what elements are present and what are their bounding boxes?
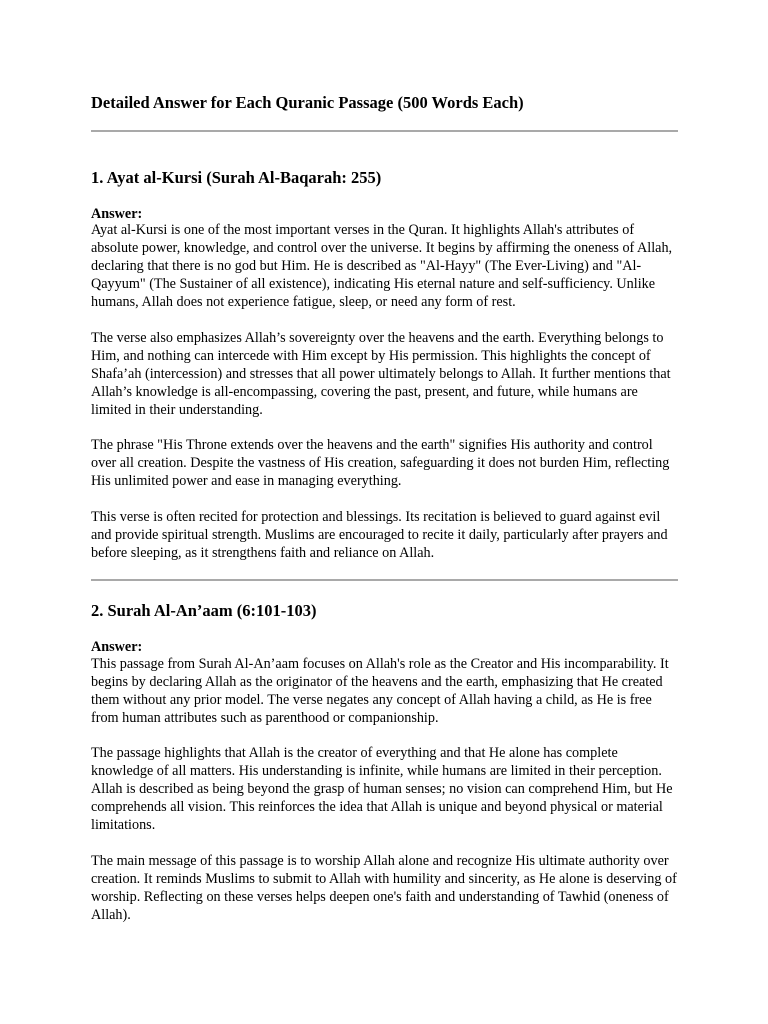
answer-label: Answer: (91, 206, 143, 222)
document-title: Detailed Answer for Each Quranic Passage (500 Words Each) (91, 93, 524, 112)
paragraph: This verse is often recited for protection and blessings. Its recitation is believed to guard against evil and provide spiritual strength. Muslims are encouraged to recite it daily, particularly after prayers and before sleeping, as it strengthens faith and reliance on Allah. (91, 509, 668, 561)
paragraph: The phrase "His Throne extends over the heavens and the earth" signifies His authority and control over all creation. Despite the vastness of His creation, safeguarding it does not burden Him, reflecting His unlimited power and ease in managing everything. (91, 437, 670, 489)
paragraph: The main message of this passage is to worship Allah alone and recognize His ultimate authority over creation. It reminds Muslims to submit to Allah with humility and sincerity, as He alone is deserving of worship. Reflecting on these verses helps deepen one's faith and understanding of Tawhid (oneness of Allah). (91, 853, 677, 923)
paragraph: The passage highlights that Allah is the creator of everything and that He alone has complete knowledge of all matters. His understanding is infinite, while humans are limited in their perception. Allah is described as being beyond the grasp of human senses; no vision can comprehend Him, but He comprehends all vision. This reinforces the idea that Allah is unique and beyond physical or material limitations. (91, 745, 673, 833)
section-heading-ayat-al-kursi: 1. Ayat al-Kursi (Surah Al-Baqarah: 255) (91, 168, 382, 187)
horizontal-rule (91, 130, 678, 132)
horizontal-rule (91, 579, 678, 581)
paragraph: This passage from Surah Al-An’aam focuses on Allah's role as the Creator and His incomparability. It begins by declaring Allah as the originator of the heavens and the earth, emphasizing that He created them without any prior model. The verse negates any concept of Allah having a child, as He is free from human attributes such as parenthood or companionship. (91, 656, 669, 726)
answer-label: Answer: (91, 639, 143, 655)
paragraph: Ayat al-Kursi is one of the most important verses in the Quran. It highlights Allah's attributes of absolute power, knowledge, and control over the universe. It begins by affirming the oneness of Allah, declaring that there is no god but Him. He is described as "Al-Hayy" (The Ever-Living) and "Al-Qayyum" (The Sustainer of all existence), indicating His eternal nature and self-sufficiency. Unlike humans, Allah does not experience fatigue, sleep, or need any form of rest. (91, 222, 673, 310)
paragraph: The verse also emphasizes Allah’s sovereignty over the heavens and the earth. Everything belongs to Him, and nothing can intercede with Him except by His permission. This highlights the concept of Shafa’ah (intercession) and stresses that all power ultimately belongs to Allah. It further mentions that Allah’s knowledge is all-encompassing, covering the past, present, and future, while humans are limited in their understanding. (91, 330, 671, 418)
section-heading-surah-al-anaam: 2. Surah Al-An’aam (6:101-103) (91, 601, 317, 620)
